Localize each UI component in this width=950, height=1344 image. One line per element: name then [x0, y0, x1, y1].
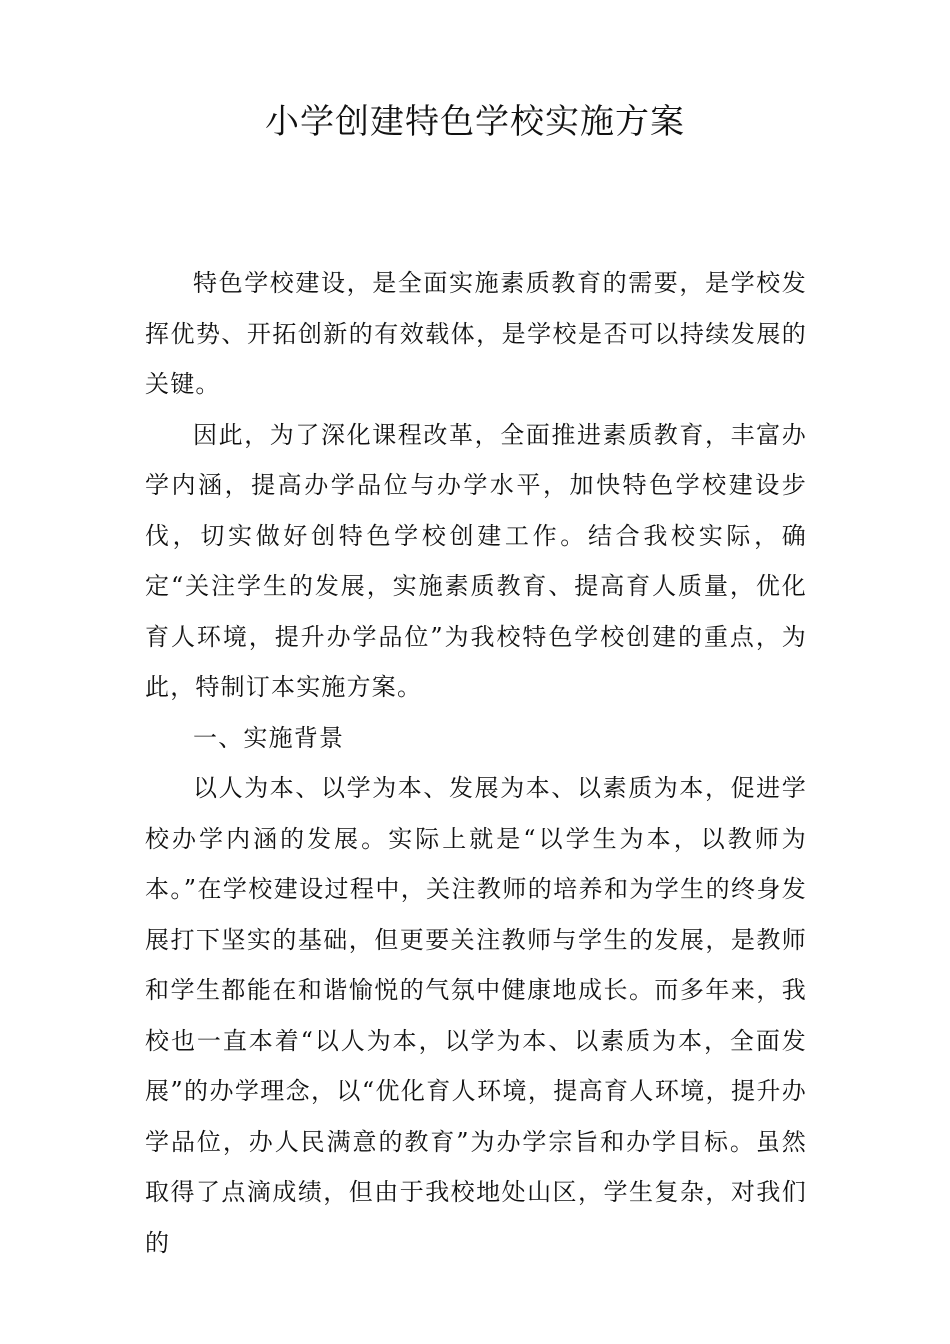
- section-heading-background: 一、实施背景: [193, 723, 345, 752]
- document-title: 小学创建特色学校实施方案: [265, 102, 685, 142]
- document-body: [145, 258, 807, 1268]
- paragraph-purpose: 因此，为了深化课程改革，全面推进素质教育，丰富办学内涵，提高办学品位与办学水平，加快特色学校建设步伐，切实做好创特色学校创建工作。结合我校实际，确定“关注学生的发展，实施素质教育、提高育人质量，优化育人环境，提升办学品位”为我校特色学校创建的重点，为此，特制订本实施方案。: [145, 420, 807, 701]
- paragraph-background: 以人为本、以学为本、发展为本、以素质为本，促进学校办学内涵的发展。实际上就是“以学生为本，以教师为本。”在学校建设过程中，关注教师的培养和为学生的终身发展打下坚实的基础，但更要关注教师与学生的发展，是教师和学生都能在和谐愉悦的气氛中健康地成长。而多年来，我校也一直本着“以人为本，以学为本、以素质为本，全面发展”的办学理念，以“优化育人环境，提高育人环境，提升办学品位，办人民满意的教育”为办学宗旨和办学目标。虽然取得了点滴成绩，但由于我校地处山区，学生复杂，对我们的: [145, 774, 807, 1257]
- paragraph-intro: 特色学校建设，是全面实施素质教育的需要，是学校发挥优势、开拓创新的有效载体，是学校是否可以持续发展的关键。: [145, 269, 807, 398]
